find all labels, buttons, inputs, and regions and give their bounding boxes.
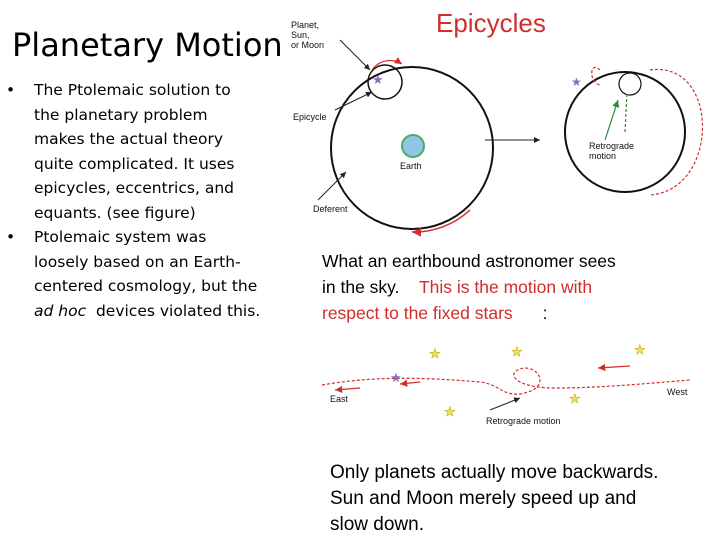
- star-icon: ★: [511, 345, 523, 360]
- caption-colon: :: [542, 303, 548, 323]
- bottom-note-line: Only planets actually move backwards.: [330, 462, 659, 483]
- bullet-line: quite complicated. It uses: [34, 154, 235, 173]
- bullet-line: the planetary problem: [34, 105, 208, 124]
- retrograde-arrow-green: [605, 100, 618, 140]
- earth-label: Earth: [400, 161, 422, 171]
- sightline-green: [625, 92, 627, 132]
- caption-red-text: respect to the fixed stars: [322, 303, 513, 323]
- sky-arrow-2: [598, 366, 630, 368]
- sky-planet-path: [322, 368, 690, 394]
- bullet-line-rest: devices violated this.: [86, 301, 261, 320]
- east-label: East: [330, 394, 349, 404]
- retrograde-motion-label: Retrograde motion: [486, 416, 561, 426]
- star-icon: ★: [429, 347, 441, 362]
- planet-star-icon: ★: [372, 73, 384, 88]
- small-epicycle-right: [619, 73, 641, 95]
- star-icon: ★: [444, 405, 456, 420]
- slide-title: Planetary Motion: [12, 26, 283, 64]
- west-label: West: [667, 387, 688, 397]
- bullet-marker: •: [6, 228, 16, 246]
- planet-star-icon-right: ★: [571, 75, 582, 89]
- bullet-marker: •: [6, 81, 16, 99]
- planet-pointer-arrow: [340, 40, 370, 70]
- bullet-line: epicycles, eccentrics, and: [34, 179, 234, 197]
- figure-title: Epicycles: [436, 8, 546, 38]
- deferent-label: Deferent: [313, 204, 348, 214]
- epicycle-label: Epicycle: [293, 112, 327, 122]
- bullet-line: equants. (see figure): [34, 203, 196, 222]
- caption-black-text: in the sky.: [322, 277, 400, 297]
- bullet-line: loosely based on an Earth-: [34, 252, 241, 271]
- planet-label-line: Sun,: [291, 30, 310, 40]
- bullet-line: The Ptolemaic solution to: [34, 81, 231, 99]
- retrograde-pointer-arrow: [490, 398, 520, 410]
- earth-icon: [402, 135, 424, 157]
- planet-star-icon-sky: ★: [390, 371, 402, 386]
- planet-label-line: or Moon: [291, 40, 325, 50]
- sky-arrow-1: [400, 382, 420, 384]
- caption-line: What an earthbound astronomer sees: [322, 251, 616, 271]
- star-icon: ★: [569, 392, 581, 407]
- italic-ad-hoc: ad hoc: [34, 301, 87, 320]
- epicycle-pointer-arrow: [335, 92, 372, 110]
- east-arrow: [335, 388, 360, 390]
- outer-dashed-path: [650, 69, 703, 195]
- bottom-note-line: slow down.: [330, 514, 424, 535]
- caption-red-text: This is the motion with: [418, 277, 593, 297]
- planet-label-line: Planet,: [291, 20, 320, 30]
- deferent-pointer-arrow: [318, 172, 346, 200]
- star-icon: ★: [634, 343, 646, 358]
- bottom-note-line: Sun and Moon merely speed up and: [330, 488, 637, 509]
- bullet-line: centered cosmology, but the: [34, 277, 258, 295]
- bullet-line: makes the actual theory: [34, 130, 224, 148]
- bullet-line: Ptolemaic system was: [34, 228, 207, 246]
- retrograde-label-line: Retrograde: [589, 141, 635, 151]
- retrograde-label-line: motion: [589, 151, 617, 161]
